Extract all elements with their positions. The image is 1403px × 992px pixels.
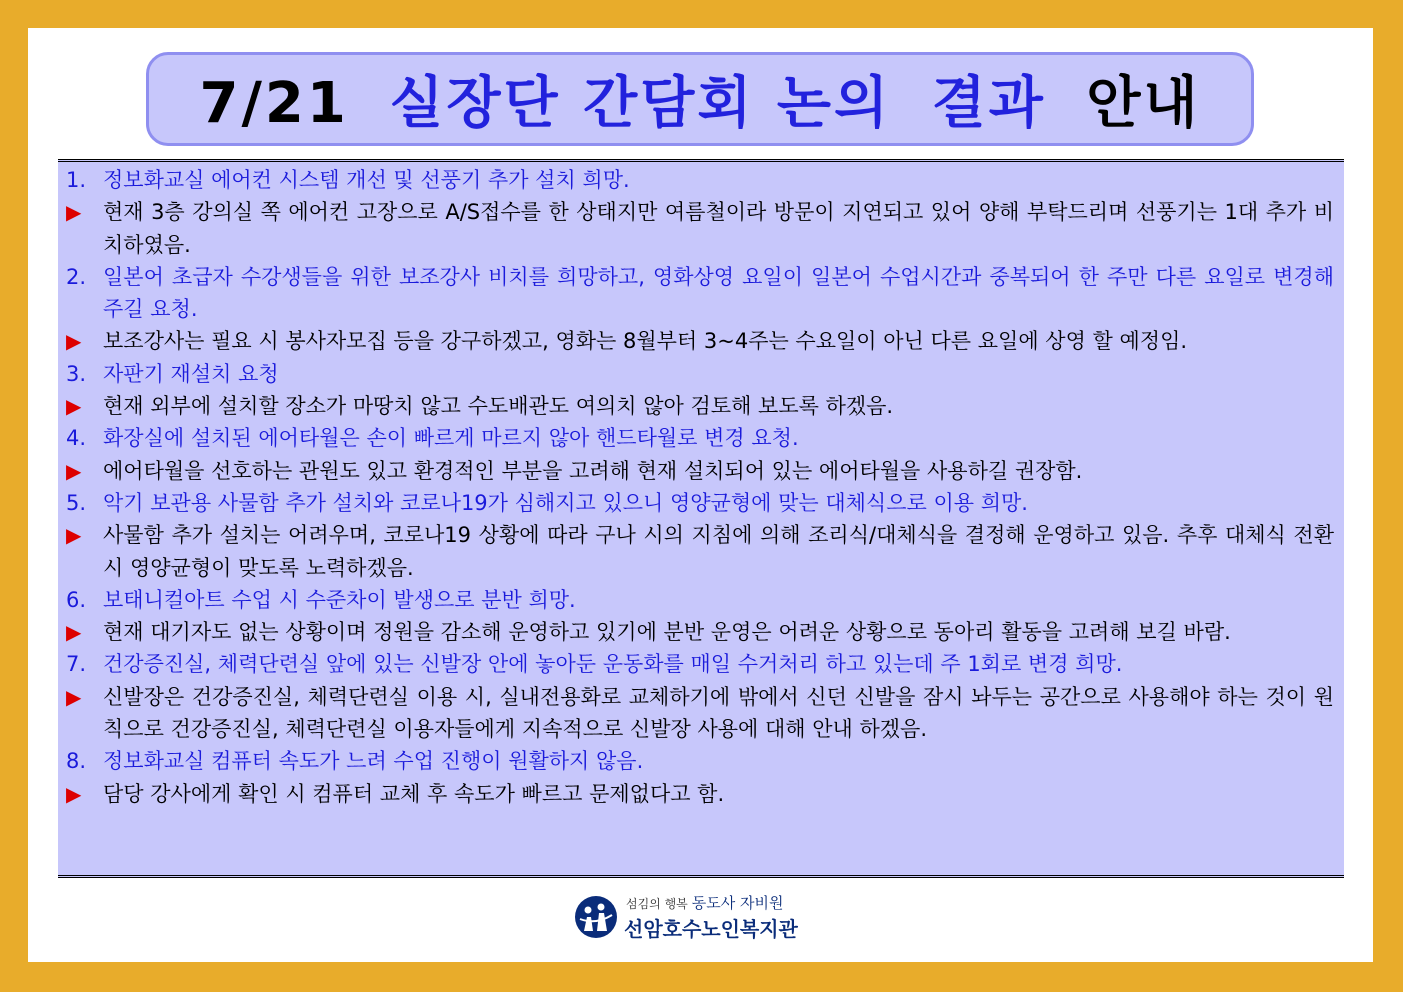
- reply-text: 현재 외부에 설치할 장소가 마땅치 않고 수도배관도 여의치 않아 검토해 보도록 하겠음.: [103, 394, 894, 419]
- footer-slogan: [624, 892, 798, 913]
- slogan-text: 섬김의 행복: [626, 897, 688, 911]
- reply-line: [66, 616, 1334, 648]
- item-number: 6.: [66, 587, 87, 612]
- item-number: 2.: [66, 264, 87, 289]
- item-number: 5.: [66, 490, 87, 515]
- reply-arrow-icon: ▶: [66, 329, 82, 354]
- title-tail: 안내: [1086, 71, 1201, 136]
- discussion-list: [58, 159, 1344, 878]
- request-line: [66, 648, 1334, 680]
- reply-text: 현재 3층 강의실 쪽 에어컨 고장으로 A/S접수를 한 상태지만 여름철이라 방문이 지연되고 있어 양해 부탁드리며 선풍기는 1대 추가 비치하였음.: [103, 200, 1334, 257]
- request-text: 건강증진실, 체력단련실 앞에 있는 신발장 안에 놓아둔 운동화를 매일 수거처리 하고 있는데 주 1회로 변경 희망.: [103, 652, 1123, 677]
- reply-line: [66, 390, 1334, 422]
- reply-line: [66, 196, 1334, 261]
- item-number: 7.: [66, 652, 87, 677]
- reply-arrow-icon: ▶: [66, 781, 82, 806]
- reply-arrow-icon: ▶: [66, 620, 82, 645]
- request-text: 자판기 재설치 요청: [103, 361, 279, 386]
- welfare-center-emblem-icon: [574, 895, 618, 939]
- request-line: [66, 164, 1334, 196]
- reply-arrow-icon: ▶: [66, 523, 82, 548]
- reply-arrow-icon: ▶: [66, 394, 82, 419]
- reply-line: [66, 519, 1334, 584]
- reply-arrow-icon: ▶: [66, 458, 82, 483]
- request-text: 정보화교실 컴퓨터 속도가 느려 수업 진행이 원활하지 않음.: [103, 749, 644, 774]
- footer-logo: [574, 892, 798, 942]
- request-line: [66, 584, 1334, 616]
- reply-arrow-icon: ▶: [66, 200, 82, 225]
- title-banner: [146, 52, 1254, 146]
- item-number: 1.: [66, 168, 87, 192]
- reply-arrow-icon: ▶: [66, 684, 82, 709]
- item-number: 4.: [66, 426, 87, 451]
- reply-text: 현재 대기자도 없는 상황이며 정원을 감소해 운영하고 있기에 분반 운영은 어려운 상황으로 동아리 활동을 고려해 보길 바람.: [103, 620, 1231, 645]
- reply-text: 사물함 추가 설치는 어려우며, 코로나19 상황에 따라 구나 시의 지침에 의해 조리식/대체식을 결정해 운영하고 있음. 추후 대체식 전환 시 영양균형이 맞도록 노력하겠음.: [103, 523, 1334, 580]
- reply-text: 신발장은 건강증진실, 체력단련실 이용 시, 실내전용화로 교체하기에 밖에서 신던 신발을 잠시 놔두는 공간으로 사용해야 하는 것이 원칙으로 건강증진실, 체력단련실 이용자들에게 지속적으로 신발장 사용에 대해 안내 하겠음.: [103, 684, 1334, 742]
- reply-line: [66, 325, 1334, 357]
- title-date: 7/21: [199, 71, 349, 136]
- request-line: [66, 358, 1334, 390]
- slogan-brand: 동도사 자비원: [691, 894, 784, 912]
- title-main: 실장단 간담회 논의: [389, 71, 892, 136]
- request-text: 정보화교실 에어컨 시스템 개선 및 선풍기 추가 설치 희망.: [103, 168, 630, 192]
- reply-line: [66, 681, 1334, 746]
- page-title: [190, 59, 1209, 139]
- request-text: 일본어 초급자 수강생들을 위한 보조강사 비치를 희망하고, 영화상영 요일이 일본어 수업시간과 중복되어 한 주만 다른 요일로 변경해 주길 요청.: [103, 264, 1334, 322]
- reply-text: 에어타월을 선호하는 관원도 있고 환경적인 부분을 고려해 현재 설치되어 있는 에어타월을 사용하길 권장함.: [103, 458, 1083, 483]
- item-number: 3.: [66, 361, 87, 386]
- reply-text: 보조강사는 필요 시 봉사자모집 등을 강구하겠고, 영화는 8월부터 3~4주는 수요일이 아닌 다른 요일에 상영 할 예정임.: [103, 329, 1188, 354]
- request-text: 악기 보관용 사물함 추가 설치와 코로나19가 심해지고 있으니 영양균형에 맞는 대체식으로 이용 희망.: [103, 490, 1028, 515]
- reply-line: [66, 778, 1334, 810]
- request-line: [66, 487, 1334, 519]
- reply-text: 담당 강사에게 확인 시 컴퓨터 교체 후 속도가 빠르고 문제없다고 함.: [103, 781, 725, 806]
- request-line: [66, 745, 1334, 777]
- request-line: [66, 422, 1334, 454]
- item-number: 8.: [66, 749, 87, 774]
- reply-line: [66, 455, 1334, 487]
- request-text: 화장실에 설치된 에어타월은 손이 빠르게 마르지 않아 핸드타월로 변경 요청.: [103, 426, 799, 451]
- title-main-2: 결과: [931, 71, 1046, 136]
- organization-name: 선암호수노인복지관: [624, 917, 798, 941]
- request-line: [66, 261, 1334, 326]
- notice-page: [28, 28, 1373, 962]
- request-text: 보태니컬아트 수업 시 수준차이 발생으로 분반 희망.: [103, 587, 576, 612]
